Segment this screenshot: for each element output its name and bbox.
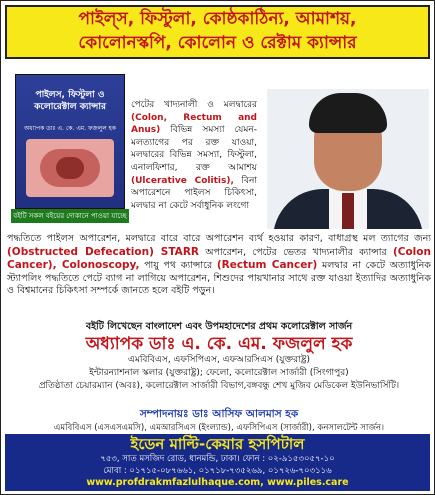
editor-qualifications: এমবিবিএস (এসএসএমসি), এমআরসিএস (ইংল্যান্ড), এফসিপিএস (সার্জারী), কনসালটেন্ট সার্জন। — [53, 423, 385, 433]
body-text — [7, 233, 431, 298]
qualification-line-1: এমবিবিএস, এফসিপিএস, এফআরসিএস (যুক্তরাষ্ট্র) — [128, 355, 310, 365]
qualification-line-2: ইন্টারন্যাশনাল স্কলার (যুক্তরাষ্ট্র); ফেলো, কলোরেক্টাল সার্জারী (সিংগাপুর) — [89, 368, 349, 378]
qualifications — [7, 354, 431, 393]
headline-box — [5, 5, 430, 59]
doctor-name: অধ্যাপক ডাঃ এ. কে. এম. ফজলুল হক — [85, 334, 353, 354]
doctor-photo — [267, 89, 429, 229]
editor-name: সম্পাদনায়ঃ ডাঃ আসিফ আলমাস হক — [139, 408, 299, 420]
body-part-2: অপারেশন, পেটের ভেতর খাদ্যনালীর ক্যান্সার — [205, 246, 387, 258]
photo-tie — [342, 193, 354, 229]
body-highlight-3: (Rectum Cancer) — [216, 259, 318, 271]
body-part-4: মলদ্বার না কেটে অত্যাধুনিক স্ট্যাপলিং পদ্ধতিতে পেটে ব্যাগ না লাগিয়ে অপারেশন, শিশুদের পায়খানার সাথে রক্ত যাওয়া ইত্যাদির অত্যাধুনিক ও বিশ্বমানের চিকিৎসা সম্পর্কে জানতে হলে বইটি পড়ুন। — [7, 260, 431, 296]
headline-line-2: কোলোনস্কপি, কোলোন ও রেক্টাম ক্যান্সার — [78, 33, 357, 53]
book-title: পাইলস, ফিস্টুলা ও কলোরেক্টাল ক্যান্সার — [34, 90, 106, 112]
description-text — [131, 99, 257, 212]
hospital-websites[interactable]: www.profdrakmfazlulhaque.com, www.piles.care — [86, 477, 349, 488]
photo-hair — [309, 93, 387, 133]
description-highlight-2: (Ulcerative Colitis), — [131, 175, 234, 186]
hospital-address: ৭৫৩, সাত মসজিদ রোড, ধানমন্ডি, ঢাকা। ফোন : ০২-৯১৫৩০৫৭-১০ — [100, 454, 335, 464]
body-part-1: পদ্ধতিতে পাইলস অপারেশন, মলদ্বারে বারে বারে অপারেশন ব্যর্থ হওয়ার কারণ, বাধাগ্রস্থ মল ত্যাগের জন্য — [7, 233, 431, 244]
description-highlight-1: (Colon, Rectum and Anus) — [131, 112, 257, 136]
book-cover — [15, 74, 125, 209]
qualification-line-3: প্রতিষ্ঠাতা চেয়ারম্যান (অবঃ), কলোরেক্টাল সার্জারী বিভাগ,বঙ্গবন্ধু শেখ মুজিব মেডিকেল ইউনিভার্সিটি। — [38, 381, 400, 391]
hospital-box — [5, 434, 430, 491]
body-highlight-1: (Obstructed Defecation) STARR — [7, 245, 199, 258]
book-cover-illustration — [26, 139, 114, 197]
book-author: অধ্যাপক ডাঃ এ. কে. এম. ফজলুল হক — [24, 125, 116, 132]
hospital-mobile: মোবা : ০১৭১৫-০৮৭৬৬১, ০১৭১৮-৭৩৫২৬৯, ০১৭২৬-৭০৩১১৬ — [103, 466, 332, 476]
author-intro: বইটি লিখেছেন বাংলাদেশ এবং উপমহাদেশের প্রথম কলোরেক্টাল সার্জন — [85, 321, 353, 332]
body-part-3: পায়ু পথ ক্যান্সারে — [144, 260, 213, 271]
description-part-2: বিভিন্ন সমস্যা যেমন- মলত্যাগের পর রক্ত যাওয়া, মলদ্বারের বিভিন্ন সমস্যা, ফিস্টুলা, এনালফিশার, রক্ত আমাশয় — [131, 125, 257, 173]
headline-line-1: পাইল্‌স, ফিস্টুলা, কোষ্ঠকাঠিন্য, আমাশয়, — [78, 9, 357, 29]
description-part-1: পেটের খাদ্যনালী ও মলদ্বারের — [131, 100, 257, 110]
description-part-3: বিনা অপারেশনে পাইলস চিকিৎসা, মলদ্বার না কেটে সর্বাধুনিক লংগো — [131, 175, 257, 211]
availability-banner: বইটি সকল বইয়ের দোকানে পাওয়া যাচ্ছে — [11, 209, 129, 223]
body-highlight-2: (Colon Cancer), Colonoscopy, — [7, 245, 431, 271]
hospital-name: ইডেন মাল্টি-কেয়ার হসপিটাল — [130, 435, 305, 453]
